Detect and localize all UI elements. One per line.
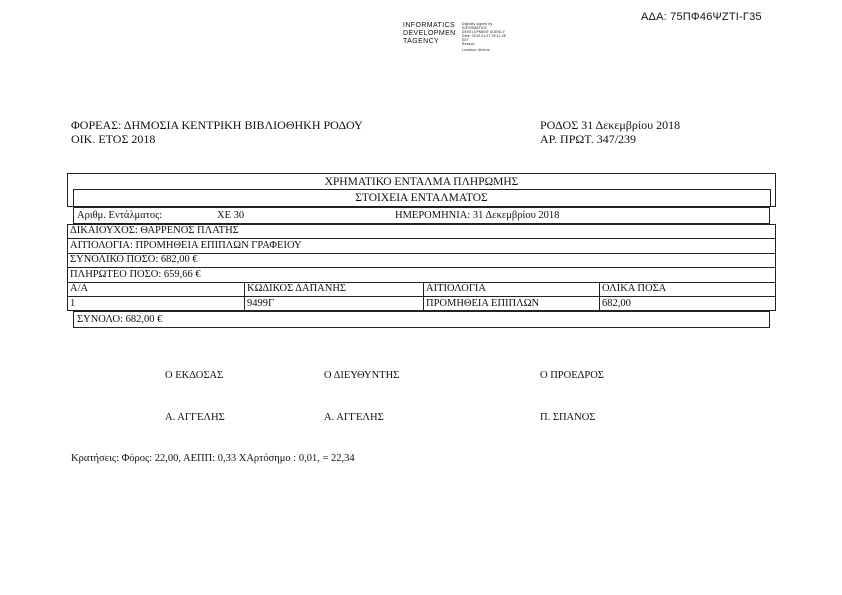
justification: ΑΙΤΙΟΛΟΓΙΑ: ΠΡΟΜΗΘΕΙΑ ΕΠΙΠΛΩΝ ΓΡΑΦΕΙΟΥ [70, 240, 302, 251]
divider [73, 189, 770, 190]
stamp-detail: Location: Athens [462, 48, 490, 52]
table-title: ΧΡΗΜΑΤΙΚΟ ΕΝΤΑΛΜΑ ΠΛΗΡΩΜΗΣ [324, 176, 519, 188]
payable-amount: ΠΛΗΡΩΤΕΟ ΠΟΣΟ: 659,66 € [70, 269, 201, 280]
divider [599, 282, 600, 311]
table-cell-amount: 682,00 [602, 298, 631, 309]
table-cell-code: 9499Γ [247, 298, 275, 309]
ada-code: ΑΔΑ: 75ΠΦ46ΨΖΤΙ-Γ35 [641, 11, 762, 23]
stamp-detail: INFORMATICS [462, 26, 487, 30]
divider [244, 282, 245, 311]
table-subtitle: ΣΤΟΙΧΕΙΑ ΕΝΤΑΛΜΑΤΟΣ [355, 192, 488, 204]
stamp-line: DEVELOPMEN [403, 30, 456, 37]
stamp-line: TAGENCY [403, 38, 440, 45]
entalma-date: ΗΜΕΡΟΜΗΝΙΑ: 31 Δεκεμβρίου 2018 [395, 210, 560, 221]
stamp-detail: Date: 2019.01.07 09:11:28 [462, 34, 506, 38]
total-amount: ΣΥΝΟΛΙΚΟ ΠΟΣΟ: 682,00 € [70, 254, 198, 265]
foreas: ΦΟΡΕΑΣ: ΔΗΜΟΣΙΑ ΚΕΝΤΡΙΚΗ ΒΙΒΛΙΟΘΗΚΗ ΡΟΔΟΥ [71, 118, 363, 132]
stamp-detail: Digitally signed by [462, 22, 493, 26]
divider [67, 296, 776, 297]
stamp-detail: Reason: [462, 42, 476, 46]
role-issuer: Ο ΕΚΔΟΣΑΣ [165, 370, 224, 381]
column-header-code: ΚΩΔΙΚΟΣ ΔΑΠΑΝΗΣ [247, 283, 347, 294]
role-president: Ο ΠΡΟΕΔΡΟΣ [540, 370, 604, 381]
divider [67, 238, 776, 239]
stamp-detail: DEVELOPMENT AGENCY [462, 30, 506, 34]
withholdings: Κρατήσεις: Φόρος: 22,00, ΑΕΠΠ: 0,33 ΧΑρτόσημο : 0,01, = 22,34 [71, 453, 355, 464]
divider [67, 282, 776, 283]
stamp-detail: EET [462, 38, 470, 42]
column-header-justification: ΑΙΤΙΟΛΟΓΙΑ [426, 283, 486, 294]
column-header-amount: ΟΛΙΚΑ ΠΟΣΑ [602, 283, 667, 294]
table-cell-justification: ΠΡΟΜΗΘΕΙΑ ΕΠΙΠΛΩΝ [426, 298, 540, 309]
entalma-value: ΧΕ 30 [217, 210, 245, 221]
digital-signature-stamp [403, 22, 533, 58]
entalma-label: Αριθμ. Εντάλματος: [77, 210, 163, 221]
stamp-line: INFORMATICS [403, 22, 456, 29]
beneficiary: ΔΙΚΑΙΟΥΧΟΣ: ΘΑΡΡΕΝΟΣ ΠΛΑΤΗΣ [70, 225, 239, 236]
column-header-aa: Α/Α [70, 283, 89, 294]
name-president: Π. ΣΠΑΝΟΣ [540, 412, 596, 423]
grand-total: ΣΥΝΟΛΟ: 682,00 € [77, 314, 163, 325]
place-date: ΡΟΔΟΣ 31 Δεκεμβρίου 2018 [540, 118, 681, 132]
name-director: Α. ΑΓΓΕΛΗΣ [324, 412, 384, 423]
total-row [73, 311, 770, 328]
divider [423, 282, 424, 311]
table-cell-aa: 1 [70, 298, 76, 309]
divider [67, 267, 776, 268]
role-director: Ο ΔΙΕΥΘΥΝΤΗΣ [324, 370, 400, 381]
fiscal-year: ΟΙΚ. ΕΤΟΣ 2018 [71, 132, 156, 146]
protocol-number: ΑΡ. ΠΡΩΤ. 347/239 [540, 132, 637, 146]
name-issuer: Α. ΑΓΓΕΛΗΣ [165, 412, 225, 423]
